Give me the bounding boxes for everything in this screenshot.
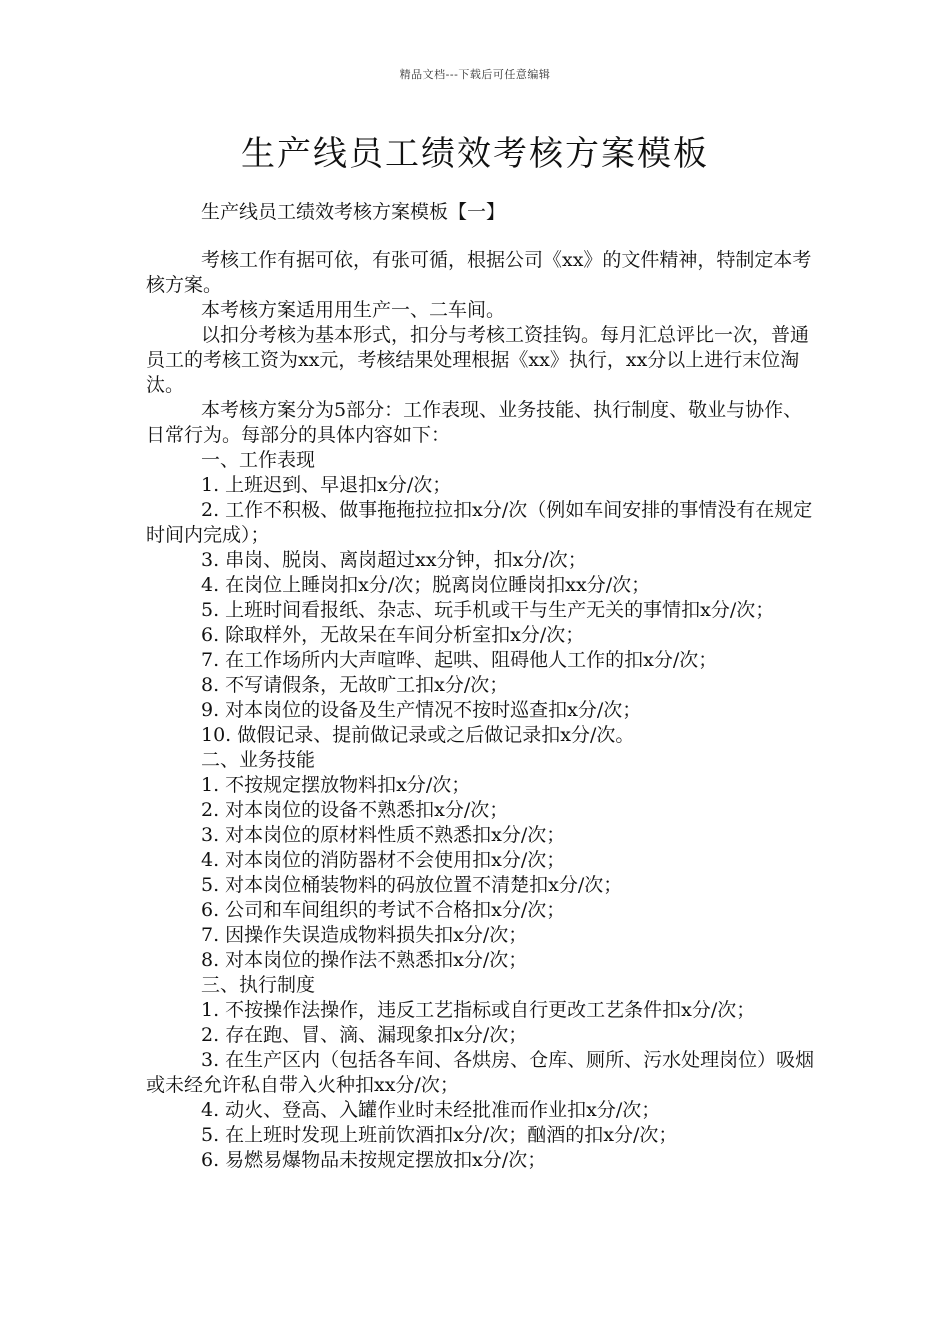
body-paragraph: 4. 动火、登高、入罐作业时未经批准而作业扣x分/次；	[201, 1099, 661, 1121]
body-paragraph: 2. 工作不积极、做事拖拖拉拉扣x分/次（例如车间安排的事情没有在规定时间内完成）；	[146, 499, 813, 546]
body-paragraph: 1. 上班迟到、早退扣x分/次；	[201, 474, 452, 496]
body-paragraph: 4. 在岗位上睡岗扣x分/次；脱离岗位睡岗扣xx分/次；	[201, 574, 651, 596]
body-paragraph: 考核工作有据可依，有张可循，根据公司《xx》的文件精神，特制定本考核方案。	[146, 249, 812, 296]
body-paragraph: 一、工作表现	[201, 449, 316, 471]
document-body	[146, 248, 816, 1173]
body-paragraph: 8. 不写请假条，无故旷工扣x分/次；	[201, 674, 509, 696]
body-paragraph: 3. 对本岗位的原材料性质不熟悉扣x分/次；	[201, 824, 566, 846]
body-paragraph: 1. 不按操作法操作，违反工艺指标或自行更改工艺条件扣x分/次；	[201, 999, 756, 1021]
body-paragraph: 2. 存在跑、冒、滴、漏现象扣x分/次；	[201, 1024, 528, 1046]
body-paragraph: 5. 在上班时发现上班前饮酒扣x分/次；酗酒的扣x分/次；	[201, 1124, 678, 1146]
body-paragraph: 8. 对本岗位的操作法不熟悉扣x分/次；	[201, 949, 528, 971]
body-paragraph: 3. 串岗、脱岗、离岗超过xx分钟，扣x分/次；	[201, 549, 587, 571]
body-paragraph: 二、业务技能	[201, 749, 316, 771]
body-paragraph: 5. 上班时间看报纸、杂志、玩手机或干与生产无关的事情扣x分/次；	[201, 599, 775, 621]
header-note: 精品文档---下载后可任意编辑	[399, 68, 551, 81]
body-paragraph: 3. 在生产区内（包括各车间、各烘房、仓库、厕所、污水处理岗位）吸烟或未经允许私自带入火种扣xx分/次；	[146, 1049, 815, 1096]
body-paragraph: 本考核方案适用用生产一、二车间。	[201, 299, 506, 321]
document-subtitle: 生产线员工绩效考核方案模板【一】	[201, 201, 506, 223]
document-title: 生产线员工绩效考核方案模板	[241, 134, 709, 174]
body-paragraph: 4. 对本岗位的消防器材不会使用扣x分/次；	[201, 849, 566, 871]
body-paragraph: 1. 不按规定摆放物料扣x分/次；	[201, 774, 471, 796]
body-paragraph: 6. 易燃易爆物品未按规定摆放扣x分/次；	[201, 1149, 547, 1171]
body-paragraph: 2. 对本岗位的设备不熟悉扣x分/次；	[201, 799, 509, 821]
body-paragraph: 7. 因操作失误造成物料损失扣x分/次；	[201, 924, 528, 946]
body-paragraph: 10. 做假记录、提前做记录或之后做记录扣x分/次。	[201, 724, 635, 746]
body-paragraph: 7. 在工作场所内大声喧哗、起哄、阻碍他人工作的扣x分/次；	[201, 649, 718, 671]
body-paragraph: 三、执行制度	[201, 974, 316, 996]
body-paragraph: 本考核方案分为5部分：工作表现、业务技能、执行制度、敬业与协作、日常行为。每部分的具体内容如下：	[146, 399, 803, 446]
body-paragraph: 以扣分考核为基本形式，扣分与考核工资挂钩。每月汇总评比一次，普通员工的考核工资为xx元，考核结果处理根据《xx》执行，xx分以上进行末位淘汰。	[146, 324, 810, 396]
body-paragraph: 5. 对本岗位桶装物料的码放位置不清楚扣x分/次；	[201, 874, 623, 896]
body-paragraph: 6. 公司和车间组织的考试不合格扣x分/次；	[201, 899, 566, 921]
body-paragraph: 9. 对本岗位的设备及生产情况不按时巡查扣x分/次；	[201, 699, 642, 721]
body-paragraph: 6. 除取样外，无故呆在车间分析室扣x分/次；	[201, 624, 585, 646]
